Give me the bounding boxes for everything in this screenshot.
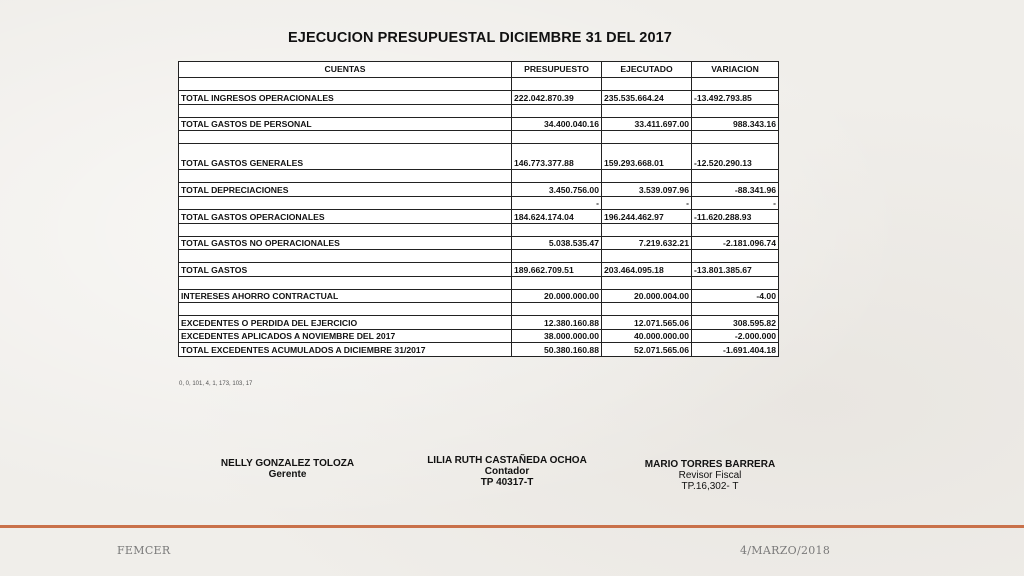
spacer-row [179,303,779,316]
spacer-row [179,131,779,144]
presupuesto-cell: - [512,196,602,210]
cuenta-cell: TOTAL INGRESOS OPERACIONALES [179,91,512,105]
cuenta-cell: TOTAL GASTOS DE PERSONAL [179,117,512,131]
footer-date: 4/MARZO/2018 [740,544,831,557]
page-title: EJECUCION PRESUPUESTAL DICIEMBRE 31 DEL 2017 [288,30,672,46]
cuenta-cell: TOTAL GASTOS [179,263,512,277]
ejecutado-cell: 3.539.097.96 [602,183,692,197]
spacer-row [179,104,779,117]
signature-contador [407,455,607,488]
presupuesto-cell: 184.624.174.04 [512,210,602,224]
ejecutado-cell: 12.071.565.06 [602,316,692,330]
presupuesto-cell: 5.038.535.47 [512,236,602,250]
table-row [179,329,779,343]
presupuesto-cell: 34.400.040.16 [512,117,602,131]
presupuesto-cell: 189.662.709.51 [512,263,602,277]
ejecutado-cell: - [602,196,692,210]
cuenta-cell: EXCEDENTES APLICADOS A NOVIEMBRE DEL 2017 [179,329,512,343]
table-row [179,183,779,197]
budget-table [178,61,779,357]
variacion-cell: -2.181.096.74 [692,236,779,250]
table-row [179,343,779,357]
ejecutado-cell: 40.000.000.00 [602,329,692,343]
table-header-row [179,62,779,78]
table-footnote: 0, 0, 101, 4, 1, 173, 103, 17 [179,381,253,387]
column-header-ejecutado: EJECUTADO [602,62,692,78]
variacion-cell: -88.341.96 [692,183,779,197]
cuenta-cell: TOTAL DEPRECIACIONES [179,183,512,197]
spacer-row [179,223,779,236]
variacion-cell: -13.492.793.85 [692,91,779,105]
ejecutado-cell: 20.000.004.00 [602,289,692,303]
ejecutado-cell: 203.464.095.18 [602,263,692,277]
presupuesto-cell: 50.380.160.88 [512,343,602,357]
variacion-cell: 988.343.16 [692,117,779,131]
variacion-cell: -13.801.385.67 [692,263,779,277]
signature-gerente [200,458,375,480]
table-row [179,316,779,330]
variacion-cell: -2.000.000 [692,329,779,343]
column-header-cuentas: CUENTAS [179,62,512,78]
column-header-variacion: VARIACION [692,62,779,78]
variacion-cell: - [692,196,779,210]
ejecutado-cell: 52.071.565.06 [602,343,692,357]
presupuesto-cell: 20.000.000.00 [512,289,602,303]
table-row [179,91,779,105]
spacer-row [179,250,779,263]
cuenta-cell: TOTAL GASTOS OPERACIONALES [179,210,512,224]
table-row [179,289,779,303]
spacer-row [179,78,779,91]
table-row [179,236,779,250]
signature-revisor-fiscal [620,459,800,492]
ejecutado-cell: 196.244.462.97 [602,210,692,224]
ejecutado-cell: 33.411.697.00 [602,117,692,131]
variacion-cell: -12.520.290.13 [692,144,779,170]
presupuesto-cell: 38.000.000.00 [512,329,602,343]
cuenta-cell: TOTAL GASTOS NO OPERACIONALES [179,236,512,250]
table-row [179,144,779,170]
cuenta-cell: INTERESES AHORRO CONTRACTUAL [179,289,512,303]
signature-name: MARIO TORRES BARRERA [644,459,776,470]
cuenta-cell: EXCEDENTES O PERDIDA DEL EJERCICIO [179,316,512,330]
presupuesto-cell: 222.042.870.39 [512,91,602,105]
signature-license: TP 40317-T [480,477,534,488]
presupuesto-cell: 12.380.160.88 [512,316,602,330]
footer-divider [0,525,1024,528]
cuenta-cell: TOTAL EXCEDENTES ACUMULADOS A DICIEMBRE 31/2017 [179,343,512,357]
column-header-presupuesto: PRESUPUESTO [512,62,602,78]
ejecutado-cell: 7.219.632.21 [602,236,692,250]
ejecutado-cell: 159.293.668.01 [602,144,692,170]
ejecutado-cell: 235.535.664.24 [602,91,692,105]
variacion-cell: -4.00 [692,289,779,303]
variacion-cell: 308.595.82 [692,316,779,330]
signature-role: Revisor Fiscal [678,470,742,481]
cuenta-cell [179,196,512,210]
presupuesto-cell: 146.773.377.88 [512,144,602,170]
spacer-row [179,276,779,289]
table-row [179,196,779,210]
cuenta-cell: TOTAL GASTOS GENERALES [179,144,512,170]
variacion-cell: -1.691.404.18 [692,343,779,357]
signature-role: Contador [484,466,530,477]
footer-organization: FEMCER [117,544,171,557]
signature-license: TP.16,302- T [681,481,739,492]
table-row [179,117,779,131]
signature-name: NELLY GONZALEZ TOLOZA [220,458,355,469]
variacion-cell: -11.620.288.93 [692,210,779,224]
signature-name: LILIA RUTH CASTAÑEDA OCHOA [427,455,587,466]
table-row [179,263,779,277]
table-row [179,210,779,224]
presupuesto-cell: 3.450.756.00 [512,183,602,197]
spacer-row [179,170,779,183]
signature-role: Gerente [268,469,307,480]
